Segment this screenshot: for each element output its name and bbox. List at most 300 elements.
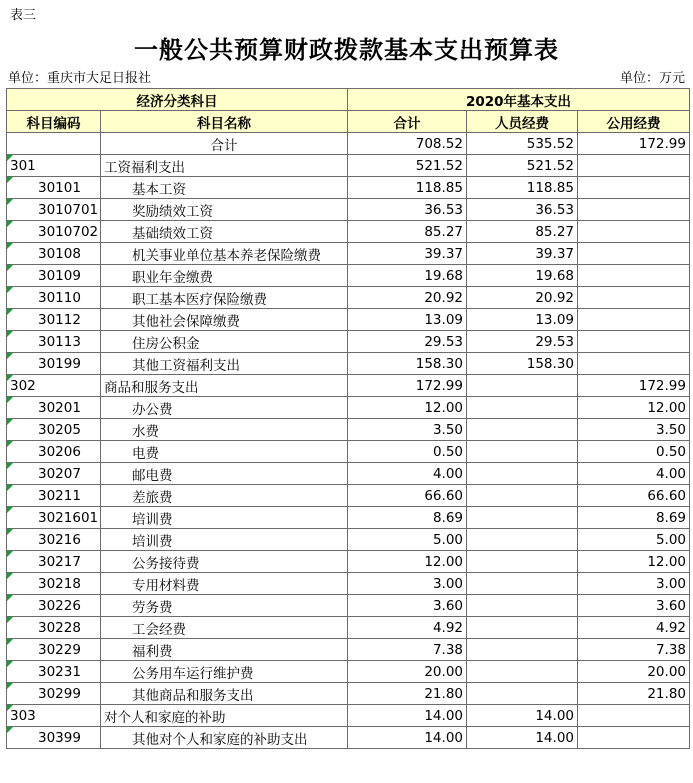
text-format-indicator-icon xyxy=(7,661,13,667)
text-format-indicator-icon xyxy=(7,243,13,249)
row-total-cell[interactable] xyxy=(348,507,467,529)
row-personnel-cell[interactable] xyxy=(467,287,578,309)
row-name-cell[interactable] xyxy=(101,177,348,199)
row-public-cell[interactable] xyxy=(578,573,690,595)
row-public-cell-text: 172.99 xyxy=(638,377,686,394)
table-row xyxy=(7,177,690,199)
row-public-cell-text: 12.00 xyxy=(647,553,686,570)
row-total-cell[interactable] xyxy=(348,177,467,199)
row-total-cell-text: 39.37 xyxy=(424,245,463,262)
row-code-cell[interactable] xyxy=(7,617,101,639)
row-name-cell-text: 公务接待费 xyxy=(132,555,200,572)
table-row xyxy=(7,397,690,419)
row-personnel-cell[interactable] xyxy=(467,221,578,243)
text-format-indicator-icon xyxy=(7,441,13,447)
row-code-cell-text: 30199 xyxy=(38,355,81,372)
unit-currency: 单位：万元 xyxy=(619,71,685,86)
row-code-cell[interactable] xyxy=(7,155,101,177)
row-total-cell[interactable] xyxy=(348,463,467,485)
text-format-indicator-icon xyxy=(7,463,13,469)
table-row xyxy=(7,595,690,617)
row-public-cell[interactable] xyxy=(578,265,690,287)
row-code-cell[interactable] xyxy=(7,177,101,199)
row-code-cell-text: 30226 xyxy=(38,597,81,614)
row-total-cell[interactable] xyxy=(348,419,467,441)
row-code-cell[interactable] xyxy=(7,353,101,375)
row-personnel-cell[interactable] xyxy=(467,639,578,661)
row-personnel-cell[interactable] xyxy=(467,463,578,485)
row-code-cell-text: 30110 xyxy=(38,289,81,306)
header-group-row xyxy=(7,89,690,111)
row-code-cell[interactable] xyxy=(7,243,101,265)
row-personnel-cell[interactable] xyxy=(467,199,578,221)
row-total-cell-text: 36.53 xyxy=(424,201,463,218)
table-row xyxy=(7,155,690,177)
row-code-cell-text: 30218 xyxy=(38,575,81,592)
row-name-cell[interactable] xyxy=(101,683,348,705)
row-public-cell[interactable] xyxy=(578,309,690,331)
row-code-cell-text: 30228 xyxy=(38,619,81,636)
header-personnel: 人员经费 xyxy=(467,111,578,133)
row-code-cell-text: 30205 xyxy=(38,421,81,438)
table-row xyxy=(7,661,690,683)
unit-organization: 单位：重庆市大足日报社 xyxy=(8,71,152,86)
row-total-cell[interactable] xyxy=(348,331,467,353)
row-code-cell-text: 3010702 xyxy=(38,223,99,240)
row-personnel-cell[interactable] xyxy=(467,573,578,595)
row-name-cell[interactable] xyxy=(101,419,348,441)
row-total-cell[interactable] xyxy=(348,397,467,419)
sheet-label: 表三 xyxy=(10,8,37,23)
row-public-cell[interactable] xyxy=(578,155,690,177)
page-title: 一般公共预算财政拨款基本支出预算表 xyxy=(134,35,559,64)
row-code-cell[interactable] xyxy=(7,221,101,243)
row-personnel-cell-text: 39.37 xyxy=(535,245,574,262)
row-name-cell[interactable] xyxy=(101,199,348,221)
row-public-cell-text: 12.00 xyxy=(647,399,686,416)
row-name-cell[interactable] xyxy=(101,463,348,485)
row-personnel-cell-text: 14.00 xyxy=(535,707,574,724)
row-total-cell[interactable] xyxy=(348,595,467,617)
row-total-cell[interactable] xyxy=(348,199,467,221)
row-total-cell-text: 20.92 xyxy=(424,289,463,306)
row-public-cell[interactable] xyxy=(578,221,690,243)
header-total: 合计 xyxy=(348,111,467,133)
row-total-cell[interactable] xyxy=(348,683,467,705)
table-row xyxy=(7,243,690,265)
row-total-cell-text: 20.00 xyxy=(424,663,463,680)
row-personnel-cell[interactable] xyxy=(467,397,578,419)
row-code-cell[interactable] xyxy=(7,529,101,551)
row-public-cell-text: 66.60 xyxy=(647,487,686,504)
row-personnel-cell[interactable] xyxy=(467,595,578,617)
row-personnel-cell-text: 29.53 xyxy=(535,333,574,350)
table-row xyxy=(7,639,690,661)
row-personnel-cell-text: 158.30 xyxy=(526,355,574,372)
row-name-cell[interactable] xyxy=(101,243,348,265)
row-personnel-cell[interactable] xyxy=(467,705,578,727)
total-public[interactable]: 172.99 xyxy=(578,133,690,155)
row-total-cell[interactable] xyxy=(348,155,467,177)
row-personnel-cell[interactable] xyxy=(467,529,578,551)
row-total-cell-text: 4.92 xyxy=(432,619,463,636)
table-row xyxy=(7,199,690,221)
header-economic-category: 经济分类科目 xyxy=(7,89,348,111)
row-code-cell[interactable] xyxy=(7,265,101,287)
row-total-cell[interactable] xyxy=(348,529,467,551)
row-name-cell[interactable] xyxy=(101,727,348,749)
row-public-cell[interactable] xyxy=(578,375,690,397)
row-code-cell-text: 30229 xyxy=(38,641,81,658)
row-name-cell-text: 奖励绩效工资 xyxy=(132,203,213,220)
row-total-cell-text: 14.00 xyxy=(424,729,463,746)
row-total-cell[interactable] xyxy=(348,551,467,573)
row-total-cell-text: 7.38 xyxy=(432,641,463,658)
row-name-cell-text: 工会经费 xyxy=(132,621,186,638)
row-total-cell-text: 14.00 xyxy=(424,707,463,724)
row-personnel-cell[interactable] xyxy=(467,683,578,705)
row-code-cell-text: 303 xyxy=(10,707,36,724)
row-name-cell[interactable] xyxy=(101,287,348,309)
row-name-cell[interactable] xyxy=(101,485,348,507)
row-name-cell-text: 其他对个人和家庭的补助支出 xyxy=(132,731,308,748)
row-public-cell-text: 8.69 xyxy=(655,509,686,526)
row-personnel-cell-text: 521.52 xyxy=(526,157,574,174)
row-public-cell-text: 3.00 xyxy=(655,575,686,592)
row-personnel-cell[interactable] xyxy=(467,331,578,353)
row-public-cell[interactable] xyxy=(578,177,690,199)
row-public-cell[interactable] xyxy=(578,529,690,551)
row-name-cell-text: 机关事业单位基本养老保险缴费 xyxy=(132,247,321,264)
row-name-cell[interactable] xyxy=(101,617,348,639)
row-code-cell-text: 302 xyxy=(10,377,36,394)
row-code-cell[interactable] xyxy=(7,639,101,661)
table-row xyxy=(7,551,690,573)
row-total-cell-text: 29.53 xyxy=(424,333,463,350)
table-row xyxy=(7,419,690,441)
text-format-indicator-icon xyxy=(7,705,13,711)
total-row xyxy=(7,133,690,155)
row-total-cell-text: 521.52 xyxy=(415,157,463,174)
row-personnel-cell[interactable] xyxy=(467,507,578,529)
row-name-cell-text: 邮电费 xyxy=(132,467,173,484)
text-format-indicator-icon xyxy=(7,199,13,205)
row-code-cell-text: 30108 xyxy=(38,245,81,262)
row-personnel-cell[interactable] xyxy=(467,661,578,683)
row-total-cell-text: 21.80 xyxy=(424,685,463,702)
row-public-cell-text: 20.00 xyxy=(647,663,686,680)
row-public-cell[interactable] xyxy=(578,617,690,639)
row-code-cell[interactable] xyxy=(7,287,101,309)
row-personnel-cell-text: 13.09 xyxy=(535,311,574,328)
row-total-cell[interactable] xyxy=(348,573,467,595)
row-public-cell-text: 3.50 xyxy=(655,421,686,438)
row-total-cell[interactable] xyxy=(348,705,467,727)
text-format-indicator-icon xyxy=(7,331,13,337)
header-basic-expenditure: 2020年基本支出 xyxy=(348,89,690,111)
row-name-cell-text: 职业年金缴费 xyxy=(132,269,213,286)
row-public-cell[interactable] xyxy=(578,441,690,463)
text-format-indicator-icon xyxy=(7,727,13,733)
row-personnel-cell-text: 14.00 xyxy=(535,729,574,746)
row-personnel-cell[interactable] xyxy=(467,485,578,507)
row-code-cell[interactable] xyxy=(7,331,101,353)
row-total-cell-text: 12.00 xyxy=(424,553,463,570)
row-public-cell[interactable] xyxy=(578,705,690,727)
row-total-cell[interactable] xyxy=(348,485,467,507)
row-total-cell[interactable] xyxy=(348,441,467,463)
row-name-cell-text: 水费 xyxy=(132,423,159,440)
row-public-cell[interactable] xyxy=(578,727,690,749)
row-name-cell[interactable] xyxy=(101,441,348,463)
row-public-cell[interactable] xyxy=(578,199,690,221)
row-name-cell[interactable] xyxy=(101,309,348,331)
table-row xyxy=(7,353,690,375)
row-code-cell-text: 30206 xyxy=(38,443,81,460)
text-format-indicator-icon xyxy=(7,221,13,227)
row-name-cell[interactable] xyxy=(101,221,348,243)
row-personnel-cell[interactable] xyxy=(467,177,578,199)
row-total-cell[interactable] xyxy=(348,375,467,397)
header-name: 科目名称 xyxy=(101,111,348,133)
row-name-cell-text: 职工基本医疗保险缴费 xyxy=(132,291,267,308)
row-total-cell[interactable] xyxy=(348,221,467,243)
row-public-cell[interactable] xyxy=(578,639,690,661)
table-row xyxy=(7,705,690,727)
row-total-cell-text: 3.00 xyxy=(432,575,463,592)
row-code-cell-text: 301 xyxy=(10,157,36,174)
row-name-cell[interactable] xyxy=(101,155,348,177)
row-code-cell-text: 30211 xyxy=(38,487,81,504)
row-total-cell-text: 13.09 xyxy=(424,311,463,328)
row-code-cell[interactable] xyxy=(7,199,101,221)
row-total-cell[interactable] xyxy=(348,309,467,331)
row-public-cell[interactable] xyxy=(578,287,690,309)
text-format-indicator-icon xyxy=(7,639,13,645)
row-public-cell-text: 4.92 xyxy=(655,619,686,636)
table-row xyxy=(7,529,690,551)
row-public-cell-text: 0.50 xyxy=(655,443,686,460)
row-name-cell-text: 办公费 xyxy=(132,401,173,418)
row-name-cell-text: 福利费 xyxy=(132,643,173,660)
row-name-cell-text: 基础绩效工资 xyxy=(132,225,213,242)
row-code-cell[interactable] xyxy=(7,309,101,331)
row-personnel-cell[interactable] xyxy=(467,353,578,375)
row-total-cell-text: 8.69 xyxy=(432,509,463,526)
row-public-cell[interactable] xyxy=(578,419,690,441)
text-format-indicator-icon xyxy=(7,287,13,293)
row-personnel-cell[interactable] xyxy=(467,551,578,573)
table-row xyxy=(7,375,690,397)
row-personnel-cell[interactable] xyxy=(467,441,578,463)
row-personnel-cell-text: 85.27 xyxy=(535,223,574,240)
row-code-cell[interactable] xyxy=(7,683,101,705)
text-format-indicator-icon xyxy=(7,485,13,491)
row-public-cell[interactable] xyxy=(578,353,690,375)
row-total-cell-text: 158.30 xyxy=(415,355,463,372)
row-code-cell[interactable] xyxy=(7,463,101,485)
row-code-cell[interactable] xyxy=(7,727,101,749)
row-code-cell-text: 30201 xyxy=(38,399,81,416)
row-total-cell-text: 3.50 xyxy=(432,421,463,438)
row-code-cell[interactable] xyxy=(7,573,101,595)
total-code-cell[interactable] xyxy=(7,133,101,155)
table-row xyxy=(7,463,690,485)
row-public-cell[interactable] xyxy=(578,331,690,353)
row-total-cell[interactable] xyxy=(348,727,467,749)
row-personnel-cell-text: 36.53 xyxy=(535,201,574,218)
row-public-cell[interactable] xyxy=(578,463,690,485)
row-name-cell[interactable] xyxy=(101,573,348,595)
row-personnel-cell[interactable] xyxy=(467,243,578,265)
row-public-cell-text: 4.00 xyxy=(655,465,686,482)
text-format-indicator-icon xyxy=(7,419,13,425)
row-code-cell[interactable] xyxy=(7,419,101,441)
row-public-cell[interactable] xyxy=(578,683,690,705)
total-label[interactable]: 合计 xyxy=(101,133,348,155)
text-format-indicator-icon xyxy=(7,617,13,623)
row-name-cell-text: 专用材料费 xyxy=(132,577,200,594)
row-name-cell[interactable] xyxy=(101,529,348,551)
row-name-cell-text: 商品和服务支出 xyxy=(104,379,199,396)
row-total-cell[interactable] xyxy=(348,617,467,639)
row-total-cell[interactable] xyxy=(348,265,467,287)
row-name-cell[interactable] xyxy=(101,353,348,375)
row-code-cell[interactable] xyxy=(7,507,101,529)
row-public-cell[interactable] xyxy=(578,551,690,573)
row-total-cell-text: 172.99 xyxy=(415,377,463,394)
row-code-cell-text: 30113 xyxy=(38,333,81,350)
row-personnel-cell[interactable] xyxy=(467,419,578,441)
row-name-cell-text: 对个人和家庭的补助 xyxy=(104,709,226,726)
row-code-cell-text: 30101 xyxy=(38,179,81,196)
row-name-cell-text: 培训费 xyxy=(132,533,173,550)
table-row xyxy=(7,683,690,705)
row-public-cell[interactable] xyxy=(578,397,690,419)
row-code-cell-text: 3021601 xyxy=(38,509,99,526)
row-code-cell[interactable] xyxy=(7,485,101,507)
row-code-cell[interactable] xyxy=(7,705,101,727)
row-code-cell[interactable] xyxy=(7,551,101,573)
row-total-cell[interactable] xyxy=(348,243,467,265)
row-name-cell[interactable] xyxy=(101,551,348,573)
row-total-cell[interactable] xyxy=(348,353,467,375)
row-personnel-cell[interactable] xyxy=(467,375,578,397)
row-personnel-cell[interactable] xyxy=(467,155,578,177)
table-row xyxy=(7,287,690,309)
row-personnel-cell[interactable] xyxy=(467,265,578,287)
row-total-cell-text: 12.00 xyxy=(424,399,463,416)
text-format-indicator-icon xyxy=(7,375,13,381)
row-name-cell[interactable] xyxy=(101,661,348,683)
row-total-cell-text: 66.60 xyxy=(424,487,463,504)
row-total-cell[interactable] xyxy=(348,639,467,661)
row-name-cell[interactable] xyxy=(101,375,348,397)
row-personnel-cell[interactable] xyxy=(467,309,578,331)
row-name-cell-text: 电费 xyxy=(132,445,159,462)
table-row xyxy=(7,441,690,463)
row-total-cell[interactable] xyxy=(348,661,467,683)
row-name-cell[interactable] xyxy=(101,639,348,661)
text-format-indicator-icon xyxy=(7,353,13,359)
row-total-cell-text: 118.85 xyxy=(415,179,463,196)
row-public-cell[interactable] xyxy=(578,243,690,265)
row-total-cell[interactable] xyxy=(348,287,467,309)
row-personnel-cell-text: 19.68 xyxy=(535,267,574,284)
table-row xyxy=(7,573,690,595)
row-name-cell-text: 基本工资 xyxy=(132,181,186,198)
row-code-cell[interactable] xyxy=(7,441,101,463)
row-code-cell-text: 30109 xyxy=(38,267,81,284)
row-public-cell[interactable] xyxy=(578,507,690,529)
row-public-cell[interactable] xyxy=(578,595,690,617)
row-code-cell[interactable] xyxy=(7,397,101,419)
total-amount[interactable]: 708.52 xyxy=(348,133,467,155)
row-name-cell-text: 其他社会保障缴费 xyxy=(132,313,240,330)
row-name-cell[interactable] xyxy=(101,397,348,419)
row-code-cell-text: 30299 xyxy=(38,685,81,702)
row-name-cell[interactable] xyxy=(101,595,348,617)
text-format-indicator-icon xyxy=(7,595,13,601)
text-format-indicator-icon xyxy=(7,155,13,161)
text-format-indicator-icon xyxy=(7,177,13,183)
row-public-cell-text: 3.60 xyxy=(655,597,686,614)
row-personnel-cell[interactable] xyxy=(467,617,578,639)
row-name-cell[interactable] xyxy=(101,265,348,287)
row-public-cell-text: 5.00 xyxy=(655,531,686,548)
row-total-cell-text: 5.00 xyxy=(432,531,463,548)
row-code-cell-text: 30217 xyxy=(38,553,81,570)
row-public-cell[interactable] xyxy=(578,485,690,507)
table-row xyxy=(7,617,690,639)
row-public-cell[interactable] xyxy=(578,661,690,683)
text-format-indicator-icon xyxy=(7,309,13,315)
header-code: 科目编码 xyxy=(7,111,101,133)
row-total-cell-text: 85.27 xyxy=(424,223,463,240)
table-row xyxy=(7,309,690,331)
row-total-cell-text: 0.50 xyxy=(432,443,463,460)
row-code-cell[interactable] xyxy=(7,375,101,397)
text-format-indicator-icon xyxy=(7,529,13,535)
row-name-cell-text: 其他工资福利支出 xyxy=(132,357,240,374)
row-code-cell[interactable] xyxy=(7,595,101,617)
row-personnel-cell-text: 118.85 xyxy=(526,179,574,196)
text-format-indicator-icon xyxy=(7,573,13,579)
table-row xyxy=(7,485,690,507)
table-row xyxy=(7,727,690,749)
text-format-indicator-icon xyxy=(7,265,13,271)
row-code-cell[interactable] xyxy=(7,661,101,683)
text-format-indicator-icon xyxy=(7,551,13,557)
row-name-cell[interactable] xyxy=(101,705,348,727)
total-personnel[interactable]: 535.52 xyxy=(467,133,578,155)
table-row xyxy=(7,507,690,529)
row-name-cell-text: 培训费 xyxy=(132,511,173,528)
header-public: 公用经费 xyxy=(578,111,690,133)
row-name-cell-text: 劳务费 xyxy=(132,599,173,616)
row-name-cell[interactable] xyxy=(101,331,348,353)
row-public-cell-text: 7.38 xyxy=(655,641,686,658)
budget-table xyxy=(6,88,690,749)
row-name-cell-text: 住房公积金 xyxy=(132,335,200,352)
row-personnel-cell[interactable] xyxy=(467,727,578,749)
row-name-cell[interactable] xyxy=(101,507,348,529)
row-name-cell-text: 工资福利支出 xyxy=(104,159,185,176)
row-public-cell-text: 21.80 xyxy=(647,685,686,702)
table-row xyxy=(7,331,690,353)
row-code-cell-text: 3010701 xyxy=(38,201,99,218)
row-personnel-cell-text: 20.92 xyxy=(535,289,574,306)
